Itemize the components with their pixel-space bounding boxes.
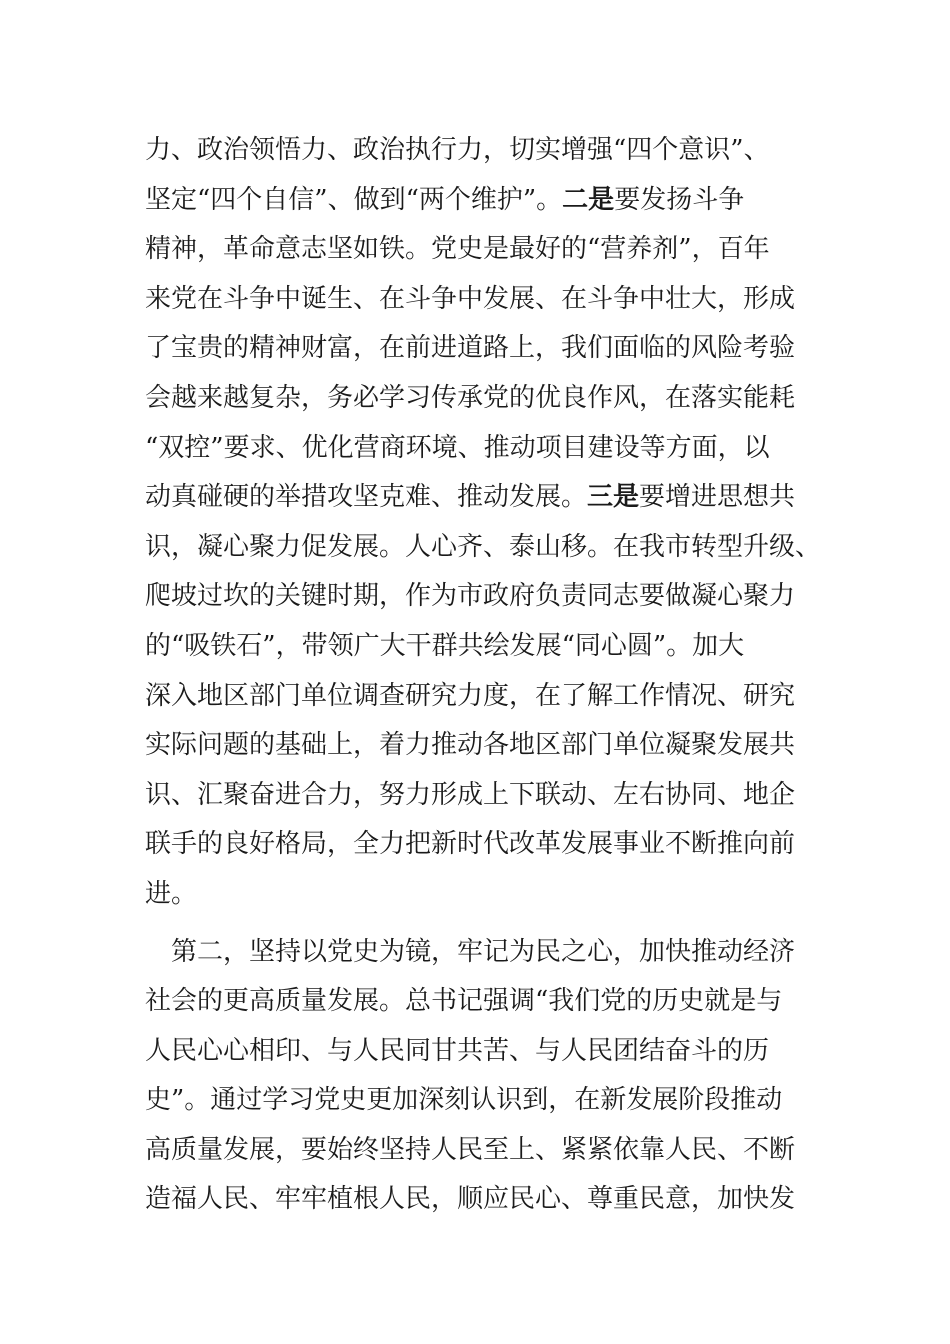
text-line: 第二，坚持以党史为镜，牢记为民之心，加快推动经济 — [171, 936, 796, 967]
text-line: 爬坡过坎的关键时期，作为市政府负责同志要做凝心聚力 — [145, 581, 796, 612]
text-line: 进。 — [145, 878, 198, 909]
text-line: 了宝贵的精神财富，在前进道路上，我们面临的风险考验 — [145, 333, 796, 364]
text-line: 会越来越复杂，务必学习传承党的优良作风，在落实能耗 — [145, 382, 796, 413]
text-run: 要增进思想共 — [639, 482, 796, 513]
text-line: 精神，革命意志坚如铁。党史是最好的“营养剂”，百年 — [145, 234, 770, 265]
bold-marker: 二是 — [562, 184, 615, 215]
document-body — [145, 126, 822, 1225]
text-line: “双控”要求、优化营商环境、推动项目建设等方面，以 — [145, 432, 770, 463]
text-line: 联手的良好格局，全力把新时代改革发展事业不断推向前 — [145, 829, 796, 860]
text-line: 力、政治领悟力、政治执行力，切实增强“四个意识”、 — [145, 135, 770, 165]
text-line — [145, 473, 805, 523]
text-line: 造福人民、牢牢植根人民，顺应民心、尊重民意，加快发 — [145, 1184, 796, 1215]
text-line: 实际问题的基础上，着力推动各地区部门单位凝聚发展共 — [145, 730, 796, 761]
text-line: 社会的更高质量发展。总书记强调“我们党的历史就是与 — [145, 986, 783, 1017]
text-line: 来党在斗争中诞生、在斗争中发展、在斗争中壮大，形成 — [145, 283, 796, 314]
text-run: 动真碰硬的举措攻坚克难、推动发展。 — [145, 482, 588, 513]
paragraph-1 — [145, 126, 822, 920]
text-line: 人民心心相印、与人民同甘共苦、与人民团结奋斗的历 — [145, 1035, 770, 1066]
text-line: 深入地区部门单位调查研究力度，在了解工作情况、研究 — [145, 680, 796, 711]
text-line — [145, 176, 805, 226]
text-run: 要发扬斗争 — [614, 184, 745, 215]
bold-marker: 三是 — [587, 482, 640, 513]
paragraph-2 — [145, 928, 805, 1226]
text-line: 识，凝心聚力促发展。人心齐、泰山移。在我市转型升级、 — [145, 531, 822, 562]
text-line: 高质量发展，要始终坚持人民至上、紧紧依靠人民、不断 — [145, 1134, 796, 1165]
text-line: 的“吸铁石”，带领广大干群共绘发展“同心圆”。加大 — [145, 630, 745, 661]
text-line: 史”。通过学习党史更加深刻认识到，在新发展阶段推动 — [145, 1085, 783, 1116]
text-line: 识、汇聚奋进合力，努力形成上下联动、左右协同、地企 — [145, 779, 796, 810]
text-run: 坚定“四个自信”、做到“两个维护”。 — [145, 184, 563, 215]
